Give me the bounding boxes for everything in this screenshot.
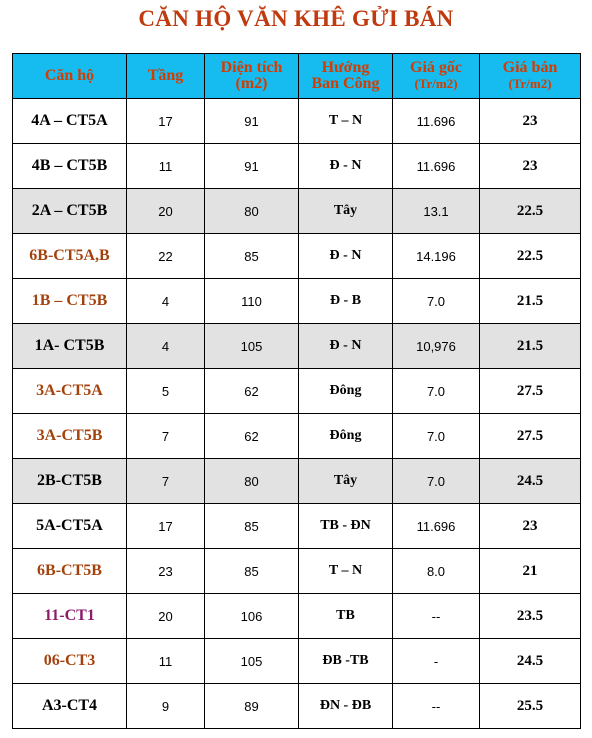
cell-huong: T – N bbox=[299, 549, 393, 594]
cell-huong: TB - ĐN bbox=[299, 504, 393, 549]
cell-dien-tich: 110 bbox=[205, 279, 299, 324]
cell-dien-tich: 85 bbox=[205, 504, 299, 549]
table-row bbox=[13, 414, 581, 459]
cell-gia-ban: 23 bbox=[480, 144, 581, 189]
cell-gia-goc: 11.696 bbox=[393, 99, 480, 144]
cell-dien-tich: 89 bbox=[205, 684, 299, 729]
cell-gia-ban: 22.5 bbox=[480, 234, 581, 279]
cell-dien-tich: 80 bbox=[205, 459, 299, 504]
cell-can-ho: A3-CT4 bbox=[13, 684, 127, 729]
cell-huong: Đông bbox=[299, 369, 393, 414]
cell-dien-tich: 62 bbox=[205, 369, 299, 414]
cell-gia-ban: 27.5 bbox=[480, 414, 581, 459]
cell-huong: TB bbox=[299, 594, 393, 639]
table-row bbox=[13, 459, 581, 504]
header-huong-ban-cong: Hướng Ban Công bbox=[299, 54, 393, 99]
table-row bbox=[13, 234, 581, 279]
header-tang: Tầng bbox=[127, 54, 205, 99]
cell-tang: 17 bbox=[127, 504, 205, 549]
cell-huong: Đ - N bbox=[299, 144, 393, 189]
table-row bbox=[13, 594, 581, 639]
cell-dien-tich: 91 bbox=[205, 99, 299, 144]
cell-gia-goc: 11.696 bbox=[393, 144, 480, 189]
cell-huong: T – N bbox=[299, 99, 393, 144]
cell-tang: 22 bbox=[127, 234, 205, 279]
cell-gia-ban: 21.5 bbox=[480, 324, 581, 369]
cell-tang: 4 bbox=[127, 279, 205, 324]
table-row bbox=[13, 549, 581, 594]
cell-huong: Đ - N bbox=[299, 234, 393, 279]
cell-gia-ban: 23 bbox=[480, 99, 581, 144]
table-header-row bbox=[13, 54, 581, 99]
table-row bbox=[13, 504, 581, 549]
cell-tang: 5 bbox=[127, 369, 205, 414]
header-gia-goc: Giá gốc (Tr/m2) bbox=[393, 54, 480, 99]
cell-can-ho: 6B-CT5A,B bbox=[13, 234, 127, 279]
cell-can-ho: 2A – CT5B bbox=[13, 189, 127, 234]
cell-huong: Đông bbox=[299, 414, 393, 459]
cell-gia-ban: 24.5 bbox=[480, 459, 581, 504]
table-row bbox=[13, 639, 581, 684]
cell-gia-ban: 24.5 bbox=[480, 639, 581, 684]
cell-gia-goc: 10,976 bbox=[393, 324, 480, 369]
table-row bbox=[13, 279, 581, 324]
header-gia-ban: Giá bán (Tr/m2) bbox=[480, 54, 581, 99]
cell-gia-goc: 13.1 bbox=[393, 189, 480, 234]
cell-can-ho: 4B – CT5B bbox=[13, 144, 127, 189]
header-dien-tich: Diện tích (m2) bbox=[205, 54, 299, 99]
cell-gia-goc: 7.0 bbox=[393, 369, 480, 414]
cell-gia-goc: 14.196 bbox=[393, 234, 480, 279]
table-row bbox=[13, 684, 581, 729]
cell-huong: ĐB -TB bbox=[299, 639, 393, 684]
cell-gia-goc: 8.0 bbox=[393, 549, 480, 594]
header-can-ho: Căn hộ bbox=[13, 54, 127, 99]
cell-gia-ban: 23.5 bbox=[480, 594, 581, 639]
cell-can-ho: 5A-CT5A bbox=[13, 504, 127, 549]
table-row bbox=[13, 144, 581, 189]
cell-tang: 4 bbox=[127, 324, 205, 369]
cell-gia-ban: 25.5 bbox=[480, 684, 581, 729]
cell-tang: 9 bbox=[127, 684, 205, 729]
cell-dien-tich: 105 bbox=[205, 324, 299, 369]
cell-gia-ban: 23 bbox=[480, 504, 581, 549]
cell-gia-ban: 21 bbox=[480, 549, 581, 594]
cell-gia-goc: -- bbox=[393, 684, 480, 729]
cell-tang: 20 bbox=[127, 189, 205, 234]
table-row bbox=[13, 324, 581, 369]
cell-dien-tich: 91 bbox=[205, 144, 299, 189]
cell-gia-ban: 21.5 bbox=[480, 279, 581, 324]
cell-huong: Đ - N bbox=[299, 324, 393, 369]
cell-tang: 17 bbox=[127, 99, 205, 144]
cell-can-ho: 06-CT3 bbox=[13, 639, 127, 684]
cell-huong: Đ - B bbox=[299, 279, 393, 324]
cell-tang: 20 bbox=[127, 594, 205, 639]
cell-gia-ban: 27.5 bbox=[480, 369, 581, 414]
page-title: CĂN HỘ VĂN KHÊ GỬI BÁN bbox=[138, 6, 454, 31]
cell-can-ho: 1A- CT5B bbox=[13, 324, 127, 369]
cell-dien-tich: 105 bbox=[205, 639, 299, 684]
cell-huong: Tây bbox=[299, 189, 393, 234]
cell-dien-tich: 85 bbox=[205, 234, 299, 279]
cell-can-ho: 3A-CT5A bbox=[13, 369, 127, 414]
cell-can-ho: 4A – CT5A bbox=[13, 99, 127, 144]
apartment-table bbox=[12, 53, 581, 729]
table-row bbox=[13, 99, 581, 144]
cell-can-ho: 2B-CT5B bbox=[13, 459, 127, 504]
cell-gia-goc: 11.696 bbox=[393, 504, 480, 549]
cell-tang: 11 bbox=[127, 144, 205, 189]
table-row bbox=[13, 189, 581, 234]
cell-huong: ĐN - ĐB bbox=[299, 684, 393, 729]
cell-tang: 23 bbox=[127, 549, 205, 594]
cell-gia-goc: 7.0 bbox=[393, 414, 480, 459]
cell-tang: 7 bbox=[127, 414, 205, 459]
cell-gia-ban: 22.5 bbox=[480, 189, 581, 234]
cell-huong: Tây bbox=[299, 459, 393, 504]
cell-dien-tich: 62 bbox=[205, 414, 299, 459]
cell-dien-tich: 80 bbox=[205, 189, 299, 234]
cell-tang: 11 bbox=[127, 639, 205, 684]
cell-tang: 7 bbox=[127, 459, 205, 504]
cell-gia-goc: - bbox=[393, 639, 480, 684]
cell-gia-goc: 7.0 bbox=[393, 459, 480, 504]
cell-can-ho: 11-CT1 bbox=[13, 594, 127, 639]
cell-gia-goc: 7.0 bbox=[393, 279, 480, 324]
cell-can-ho: 3A-CT5B bbox=[13, 414, 127, 459]
cell-dien-tich: 106 bbox=[205, 594, 299, 639]
cell-gia-goc: -- bbox=[393, 594, 480, 639]
cell-can-ho: 6B-CT5B bbox=[13, 549, 127, 594]
cell-dien-tich: 85 bbox=[205, 549, 299, 594]
cell-can-ho: 1B – CT5B bbox=[13, 279, 127, 324]
table-row bbox=[13, 369, 581, 414]
